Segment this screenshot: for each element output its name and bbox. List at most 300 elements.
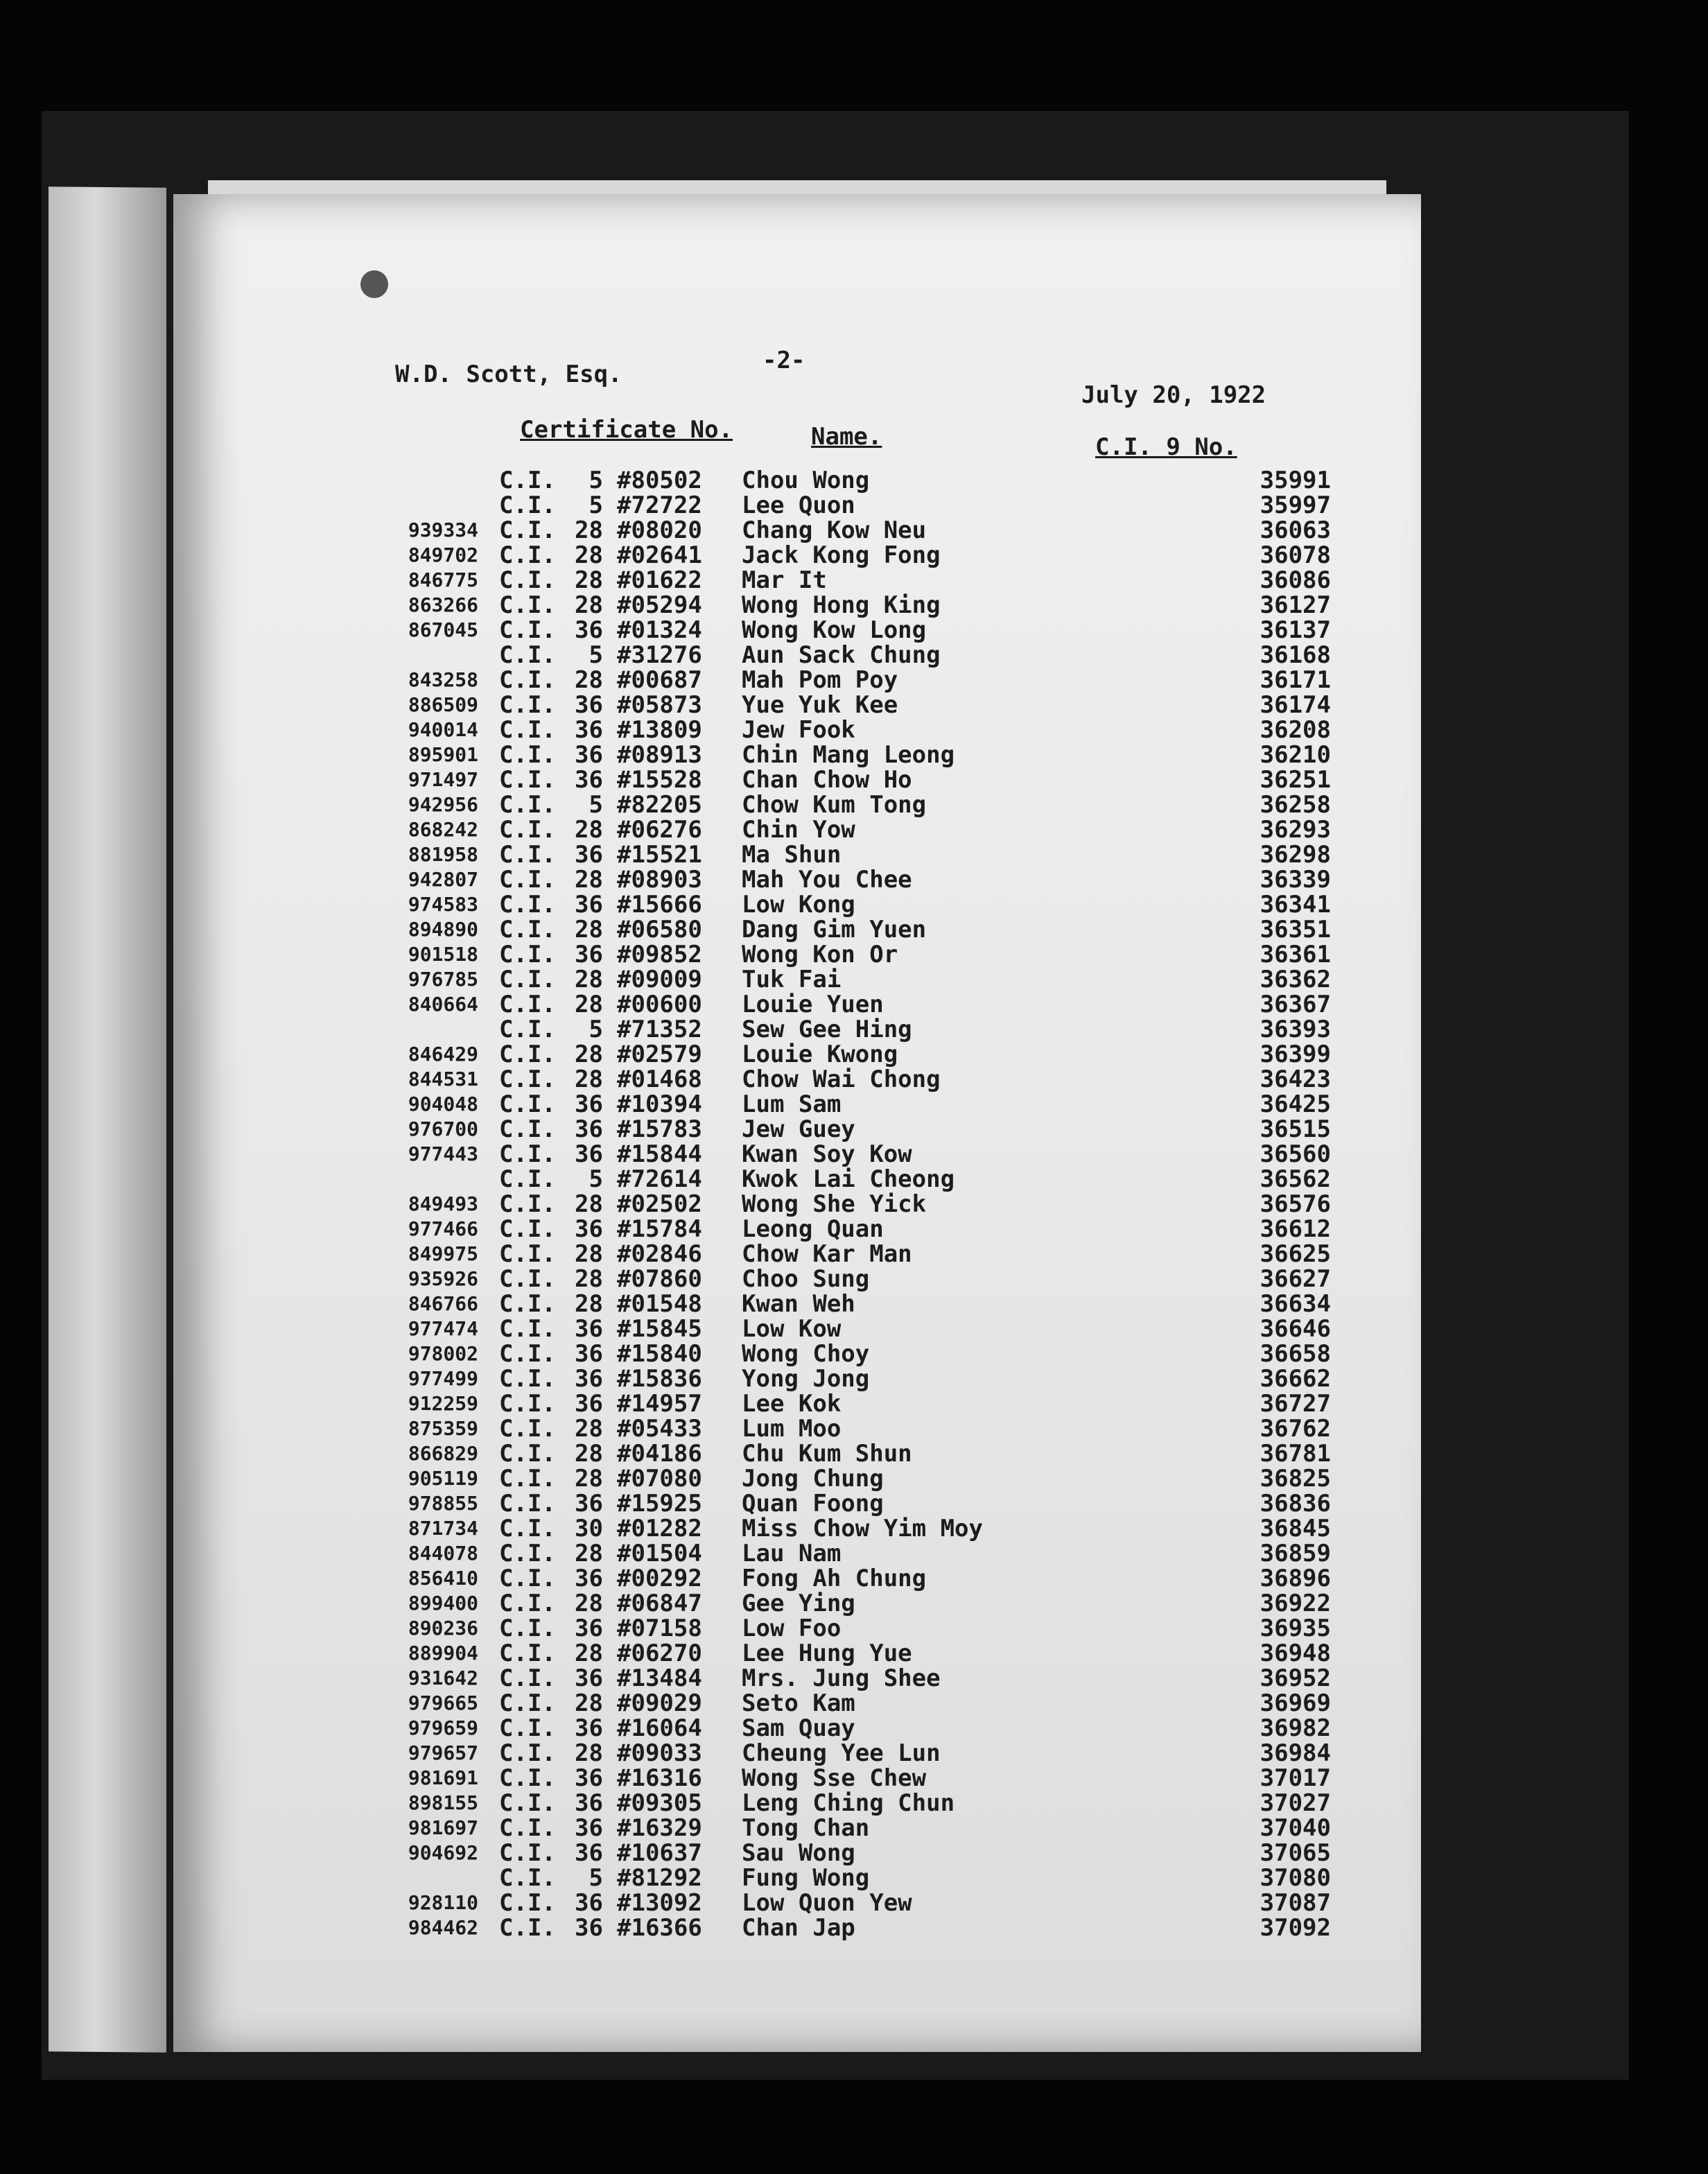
person-name: Fung Wong xyxy=(742,1864,870,1892)
person-name: Lum Sam xyxy=(742,1090,842,1118)
table-row xyxy=(374,668,1345,693)
ci-label: C.I. xyxy=(499,991,556,1018)
table-row xyxy=(374,1017,1345,1042)
reference-number: 846766 xyxy=(408,1292,478,1315)
reference-number: 971497 xyxy=(408,768,478,791)
person-name: Wong Kon Or xyxy=(742,941,898,968)
ci-form-number: 36 xyxy=(575,1615,603,1642)
person-name: Chang Kow Neu xyxy=(742,516,927,544)
certificate-number: #09305 xyxy=(617,1789,702,1817)
person-name: Lee Quon xyxy=(742,492,855,519)
table-row xyxy=(374,1741,1345,1766)
ci9-number: 36646 xyxy=(1260,1315,1331,1343)
person-name: Sam Quay xyxy=(742,1714,855,1742)
reference-number: 979657 xyxy=(408,1741,478,1764)
certificate-number: #80502 xyxy=(617,467,702,494)
certificate-number: #06270 xyxy=(617,1640,702,1667)
ci-label: C.I. xyxy=(499,492,556,519)
ci-form-number: 36 xyxy=(575,1664,603,1692)
reference-number: 886509 xyxy=(408,693,478,716)
reference-number: 912259 xyxy=(408,1392,478,1415)
table-row xyxy=(374,792,1345,817)
ci9-number: 36625 xyxy=(1260,1240,1331,1268)
ci9-number: 36208 xyxy=(1260,716,1331,744)
ci-label: C.I. xyxy=(499,1340,556,1368)
reference-number: 894890 xyxy=(408,918,478,941)
certificate-number: #15784 xyxy=(617,1215,702,1243)
ci-label: C.I. xyxy=(499,1515,556,1542)
certificate-number: #15925 xyxy=(617,1490,702,1518)
person-name: Seto Kam xyxy=(742,1689,855,1717)
certificate-number: #15836 xyxy=(617,1365,702,1393)
table-row xyxy=(374,643,1345,668)
ci-label: C.I. xyxy=(499,816,556,844)
person-name: Chan Jap xyxy=(742,1914,855,1942)
ci-label: C.I. xyxy=(499,716,556,744)
person-name: Jong Chung xyxy=(742,1465,884,1493)
ci-label: C.I. xyxy=(499,1615,556,1642)
table-row xyxy=(374,767,1345,792)
table-row xyxy=(374,1641,1345,1666)
ci-label: C.I. xyxy=(499,1165,556,1193)
ci-form-number: 5 xyxy=(589,641,603,669)
ci9-number: 36361 xyxy=(1260,941,1331,968)
ci-label: C.I. xyxy=(499,1789,556,1817)
certificate-number: #10394 xyxy=(617,1090,702,1118)
person-name: Chou Wong xyxy=(742,467,870,494)
ci-label: C.I. xyxy=(499,1215,556,1243)
ci-label: C.I. xyxy=(499,766,556,794)
ci9-number: 36171 xyxy=(1260,666,1331,694)
person-name: Mah Pom Poy xyxy=(742,666,898,694)
ci-label: C.I. xyxy=(499,467,556,494)
person-name: Chin Yow xyxy=(742,816,855,844)
person-name: Fong Ah Chung xyxy=(742,1565,927,1592)
ci9-number: 36969 xyxy=(1260,1689,1331,1717)
certificate-number: #08020 xyxy=(617,516,702,544)
person-name: Sew Gee Hing xyxy=(742,1016,912,1043)
ci9-number: 36562 xyxy=(1260,1165,1331,1193)
ci9-number: 36367 xyxy=(1260,991,1331,1018)
page-number: -2- xyxy=(762,347,805,374)
ci9-number: 37065 xyxy=(1260,1839,1331,1867)
ci-form-number: 28 xyxy=(575,1415,603,1443)
table-row xyxy=(374,1816,1345,1841)
ci-form-number: 28 xyxy=(575,966,603,993)
ci-form-number: 36 xyxy=(575,1490,603,1518)
table-row xyxy=(374,1042,1345,1067)
ci-form-number: 36 xyxy=(575,1390,603,1418)
person-name: Chin Mang Leong xyxy=(742,741,955,769)
certificate-number: #05433 xyxy=(617,1415,702,1443)
ci9-number: 36293 xyxy=(1260,816,1331,844)
ci-label: C.I. xyxy=(499,1540,556,1567)
ci-form-number: 28 xyxy=(575,1290,603,1318)
reference-number: 939334 xyxy=(408,519,478,541)
certificate-number: #01282 xyxy=(617,1515,702,1542)
ci-label: C.I. xyxy=(499,1190,556,1218)
certificate-number: #09009 xyxy=(617,966,702,993)
certificate-number: #02846 xyxy=(617,1240,702,1268)
ci9-number: 36948 xyxy=(1260,1640,1331,1667)
ci-label: C.I. xyxy=(499,1640,556,1667)
table-row xyxy=(374,718,1345,742)
ci-label: C.I. xyxy=(499,616,556,644)
person-name: Louie Yuen xyxy=(742,991,884,1018)
certificate-number: #16366 xyxy=(617,1914,702,1942)
certificate-number: #15845 xyxy=(617,1315,702,1343)
reference-number: 977466 xyxy=(408,1217,478,1240)
ci-label: C.I. xyxy=(499,1590,556,1617)
ci-label: C.I. xyxy=(499,1066,556,1093)
certificate-number: #06847 xyxy=(617,1590,702,1617)
reference-number: 904692 xyxy=(408,1841,478,1864)
certificate-number: #82205 xyxy=(617,791,702,819)
person-name: Kwan Soy Kow xyxy=(742,1140,912,1168)
ci-form-number: 5 xyxy=(589,1864,603,1892)
certificate-number: #05294 xyxy=(617,591,702,619)
table-row xyxy=(374,1142,1345,1167)
column-header-name: Name. xyxy=(811,423,882,451)
reference-number: 976785 xyxy=(408,968,478,991)
ci-form-number: 36 xyxy=(575,941,603,968)
certificate-number: #06276 xyxy=(617,816,702,844)
certificate-number: #07860 xyxy=(617,1265,702,1293)
reference-number: 849975 xyxy=(408,1242,478,1265)
ink-blot xyxy=(360,270,388,298)
ci-form-number: 28 xyxy=(575,991,603,1018)
reference-number: 977443 xyxy=(408,1142,478,1165)
ci9-number: 36341 xyxy=(1260,891,1331,919)
person-name: Mah You Chee xyxy=(742,866,912,894)
ci-form-number: 5 xyxy=(589,467,603,494)
reference-number: 978855 xyxy=(408,1492,478,1515)
person-name: Wong She Yick xyxy=(742,1190,927,1218)
person-name: Leong Quan xyxy=(742,1215,884,1243)
reference-number: 849493 xyxy=(408,1192,478,1215)
reference-number: 843258 xyxy=(408,668,478,691)
person-name: Ma Shun xyxy=(742,841,842,869)
person-name: Aun Sack Chung xyxy=(742,641,941,669)
reference-number: 863266 xyxy=(408,593,478,616)
certificate-number: #81292 xyxy=(617,1864,702,1892)
reference-number: 981691 xyxy=(408,1766,478,1789)
ci-label: C.I. xyxy=(499,1839,556,1867)
certificate-list xyxy=(374,468,1345,1940)
ci9-number: 36258 xyxy=(1260,791,1331,819)
person-name: Lau Nam xyxy=(742,1540,842,1567)
ci9-number: 36627 xyxy=(1260,1265,1331,1293)
person-name: Mrs. Jung Shee xyxy=(742,1664,941,1692)
person-name: Low Kow xyxy=(742,1315,842,1343)
ci9-number: 36952 xyxy=(1260,1664,1331,1692)
certificate-number: #71352 xyxy=(617,1016,702,1043)
ci9-number: 36174 xyxy=(1260,691,1331,719)
person-name: Low Foo xyxy=(742,1615,842,1642)
certificate-number: #01622 xyxy=(617,566,702,594)
ci-form-number: 36 xyxy=(575,1764,603,1792)
ci9-number: 35991 xyxy=(1260,467,1331,494)
reference-number: 844531 xyxy=(408,1068,478,1090)
certificate-number: #13809 xyxy=(617,716,702,744)
certificate-number: #01548 xyxy=(617,1290,702,1318)
ci-form-number: 28 xyxy=(575,1590,603,1617)
certificate-number: #16064 xyxy=(617,1714,702,1742)
ci9-number: 36515 xyxy=(1260,1115,1331,1143)
person-name: Choo Sung xyxy=(742,1265,870,1293)
ci9-number: 36127 xyxy=(1260,591,1331,619)
ci-label: C.I. xyxy=(499,566,556,594)
reference-number: 868242 xyxy=(408,818,478,841)
table-row xyxy=(374,568,1345,593)
table-row xyxy=(374,543,1345,568)
ci9-number: 36896 xyxy=(1260,1565,1331,1592)
ci-form-number: 28 xyxy=(575,566,603,594)
reference-number: 904048 xyxy=(408,1093,478,1115)
ci-label: C.I. xyxy=(499,1490,556,1518)
table-row xyxy=(374,1092,1345,1117)
ci9-number: 37017 xyxy=(1260,1764,1331,1792)
reference-number: 846429 xyxy=(408,1043,478,1066)
person-name: Tong Chan xyxy=(742,1814,870,1842)
certificate-number: #31276 xyxy=(617,641,702,669)
table-row xyxy=(374,1516,1345,1541)
ci-form-number: 36 xyxy=(575,691,603,719)
ci-label: C.I. xyxy=(499,1290,556,1318)
person-name: Quan Foong xyxy=(742,1490,884,1518)
table-row xyxy=(374,1416,1345,1441)
ci-label: C.I. xyxy=(499,866,556,894)
reference-number: 979665 xyxy=(408,1692,478,1714)
certificate-number: #15528 xyxy=(617,766,702,794)
table-row xyxy=(374,1791,1345,1816)
reference-number: 844078 xyxy=(408,1542,478,1565)
ci9-number: 36845 xyxy=(1260,1515,1331,1542)
table-row xyxy=(374,967,1345,992)
table-row xyxy=(374,1267,1345,1292)
addressee: W.D. Scott, Esq. xyxy=(395,360,622,388)
table-row xyxy=(374,1117,1345,1142)
reference-number: 840664 xyxy=(408,993,478,1016)
reference-number: 977474 xyxy=(408,1317,478,1340)
ci9-number: 37080 xyxy=(1260,1864,1331,1892)
table-row xyxy=(374,1441,1345,1466)
ci9-number: 36423 xyxy=(1260,1066,1331,1093)
ci9-number: 36063 xyxy=(1260,516,1331,544)
ci-label: C.I. xyxy=(499,1415,556,1443)
ci-form-number: 36 xyxy=(575,1090,603,1118)
ci-form-number: 28 xyxy=(575,866,603,894)
person-name: Chow Kum Tong xyxy=(742,791,927,819)
ci-form-number: 28 xyxy=(575,1465,603,1493)
ci9-number: 36086 xyxy=(1260,566,1331,594)
ci-form-number: 36 xyxy=(575,1365,603,1393)
person-name: Jack Kong Fong xyxy=(742,541,941,569)
ci-label: C.I. xyxy=(499,1465,556,1493)
ci-form-number: 36 xyxy=(575,1215,603,1243)
certificate-number: #09033 xyxy=(617,1739,702,1767)
table-row xyxy=(374,1391,1345,1416)
ci-form-number: 36 xyxy=(575,1140,603,1168)
ci-form-number: 36 xyxy=(575,841,603,869)
ci9-number: 36078 xyxy=(1260,541,1331,569)
ci-label: C.I. xyxy=(499,1565,556,1592)
ci9-number: 36298 xyxy=(1260,841,1331,869)
certificate-number: #09029 xyxy=(617,1689,702,1717)
certificate-number: #15521 xyxy=(617,841,702,869)
certificate-number: #06580 xyxy=(617,916,702,943)
table-row xyxy=(374,1866,1345,1890)
reference-number: 984462 xyxy=(408,1916,478,1939)
ci-label: C.I. xyxy=(499,966,556,993)
certificate-number: #72722 xyxy=(617,492,702,519)
certificate-number: #16316 xyxy=(617,1764,702,1792)
ci-form-number: 36 xyxy=(575,1839,603,1867)
ci-form-number: 36 xyxy=(575,1340,603,1368)
ci-label: C.I. xyxy=(499,1814,556,1842)
reference-number: 974583 xyxy=(408,893,478,916)
ci-form-number: 36 xyxy=(575,1315,603,1343)
reference-number: 846775 xyxy=(408,568,478,591)
ci9-number: 36662 xyxy=(1260,1365,1331,1393)
ci-form-number: 36 xyxy=(575,616,603,644)
ci9-number: 36836 xyxy=(1260,1490,1331,1518)
reference-number: 942956 xyxy=(408,793,478,816)
table-row xyxy=(374,1491,1345,1516)
ci-form-number: 28 xyxy=(575,1739,603,1767)
ci-label: C.I. xyxy=(499,741,556,769)
ci-form-number: 36 xyxy=(575,716,603,744)
table-row xyxy=(374,1841,1345,1866)
person-name: Low Quon Yew xyxy=(742,1889,912,1917)
ci-label: C.I. xyxy=(499,1864,556,1892)
ci-form-number: 5 xyxy=(589,1016,603,1043)
table-row xyxy=(374,1316,1345,1341)
ci-label: C.I. xyxy=(499,1315,556,1343)
person-name: Gee Ying xyxy=(742,1590,855,1617)
person-name: Chu Kum Shun xyxy=(742,1440,912,1468)
ci9-number: 37040 xyxy=(1260,1814,1331,1842)
person-name: Kwok Lai Cheong xyxy=(742,1165,955,1193)
ci-form-number: 5 xyxy=(589,1165,603,1193)
ci-label: C.I. xyxy=(499,1889,556,1917)
person-name: Leng Ching Chun xyxy=(742,1789,955,1817)
table-row xyxy=(374,618,1345,643)
ci-label: C.I. xyxy=(499,1914,556,1942)
ci9-number: 36634 xyxy=(1260,1290,1331,1318)
ci-label: C.I. xyxy=(499,791,556,819)
ci-form-number: 36 xyxy=(575,1789,603,1817)
ci-form-number: 28 xyxy=(575,666,603,694)
table-row xyxy=(374,1591,1345,1616)
table-row xyxy=(374,1691,1345,1716)
ci-form-number: 36 xyxy=(575,1814,603,1842)
ci-label: C.I. xyxy=(499,541,556,569)
ci-label: C.I. xyxy=(499,1390,556,1418)
reference-number: 856410 xyxy=(408,1567,478,1590)
certificate-number: #10637 xyxy=(617,1839,702,1867)
ci9-number: 36362 xyxy=(1260,966,1331,993)
ci9-number: 37092 xyxy=(1260,1914,1331,1942)
person-name: Wong Kow Long xyxy=(742,616,927,644)
reference-number: 901518 xyxy=(408,943,478,966)
ci-label: C.I. xyxy=(499,1714,556,1742)
ci-form-number: 36 xyxy=(575,766,603,794)
ci9-number: 36825 xyxy=(1260,1465,1331,1493)
person-name: Yue Yuk Kee xyxy=(742,691,898,719)
ci-form-number: 30 xyxy=(575,1515,603,1542)
column-header-ci9: C.I. 9 No. xyxy=(1095,433,1237,461)
table-row xyxy=(374,1341,1345,1366)
document-page xyxy=(173,194,1421,2052)
reference-number: 899400 xyxy=(408,1592,478,1615)
person-name: Chow Kar Man xyxy=(742,1240,912,1268)
table-row xyxy=(374,1541,1345,1566)
ci9-number: 36727 xyxy=(1260,1390,1331,1418)
certificate-number: #13092 xyxy=(617,1889,702,1917)
table-row xyxy=(374,1915,1345,1940)
person-name: Chow Wai Chong xyxy=(742,1066,941,1093)
reference-number: 866829 xyxy=(408,1442,478,1465)
reference-number: 905119 xyxy=(408,1467,478,1490)
ci-label: C.I. xyxy=(499,916,556,943)
certificate-number: #15844 xyxy=(617,1140,702,1168)
table-row xyxy=(374,1716,1345,1741)
reference-number: 940014 xyxy=(408,718,478,741)
table-row xyxy=(374,1067,1345,1092)
person-name: Dang Gim Yuen xyxy=(742,916,927,943)
table-row xyxy=(374,1566,1345,1591)
ci-form-number: 28 xyxy=(575,916,603,943)
ci9-number: 36251 xyxy=(1260,766,1331,794)
certificate-number: #01324 xyxy=(617,616,702,644)
certificate-number: #01504 xyxy=(617,1540,702,1567)
table-row xyxy=(374,593,1345,618)
column-header-certificate: Certificate No. xyxy=(520,416,733,444)
ci-form-number: 28 xyxy=(575,1041,603,1068)
table-row xyxy=(374,992,1345,1017)
table-row xyxy=(374,1217,1345,1242)
certificate-number: #05873 xyxy=(617,691,702,719)
reference-number: 978002 xyxy=(408,1342,478,1365)
reference-number: 881958 xyxy=(408,843,478,866)
ci-label: C.I. xyxy=(499,1041,556,1068)
certificate-number: #15840 xyxy=(617,1340,702,1368)
ci9-number: 35997 xyxy=(1260,492,1331,519)
ci9-number: 36425 xyxy=(1260,1090,1331,1118)
certificate-number: #07158 xyxy=(617,1615,702,1642)
table-row xyxy=(374,1192,1345,1217)
certificate-number: #09852 xyxy=(617,941,702,968)
ci9-number: 36781 xyxy=(1260,1440,1331,1468)
ci-label: C.I. xyxy=(499,1140,556,1168)
table-row xyxy=(374,518,1345,543)
reference-number: 935926 xyxy=(408,1267,478,1290)
reference-number: 942807 xyxy=(408,868,478,891)
ci9-number: 36984 xyxy=(1260,1739,1331,1767)
ci-form-number: 28 xyxy=(575,1190,603,1218)
person-name: Yong Jong xyxy=(742,1365,870,1393)
ci-form-number: 28 xyxy=(575,1066,603,1093)
reference-number: 931642 xyxy=(408,1667,478,1689)
ci-form-number: 36 xyxy=(575,741,603,769)
certificate-number: #02502 xyxy=(617,1190,702,1218)
person-name: Low Kong xyxy=(742,891,855,919)
ci9-number: 37027 xyxy=(1260,1789,1331,1817)
ci9-number: 36612 xyxy=(1260,1215,1331,1243)
table-row xyxy=(374,468,1345,493)
person-name: Chan Chow Ho xyxy=(742,766,912,794)
